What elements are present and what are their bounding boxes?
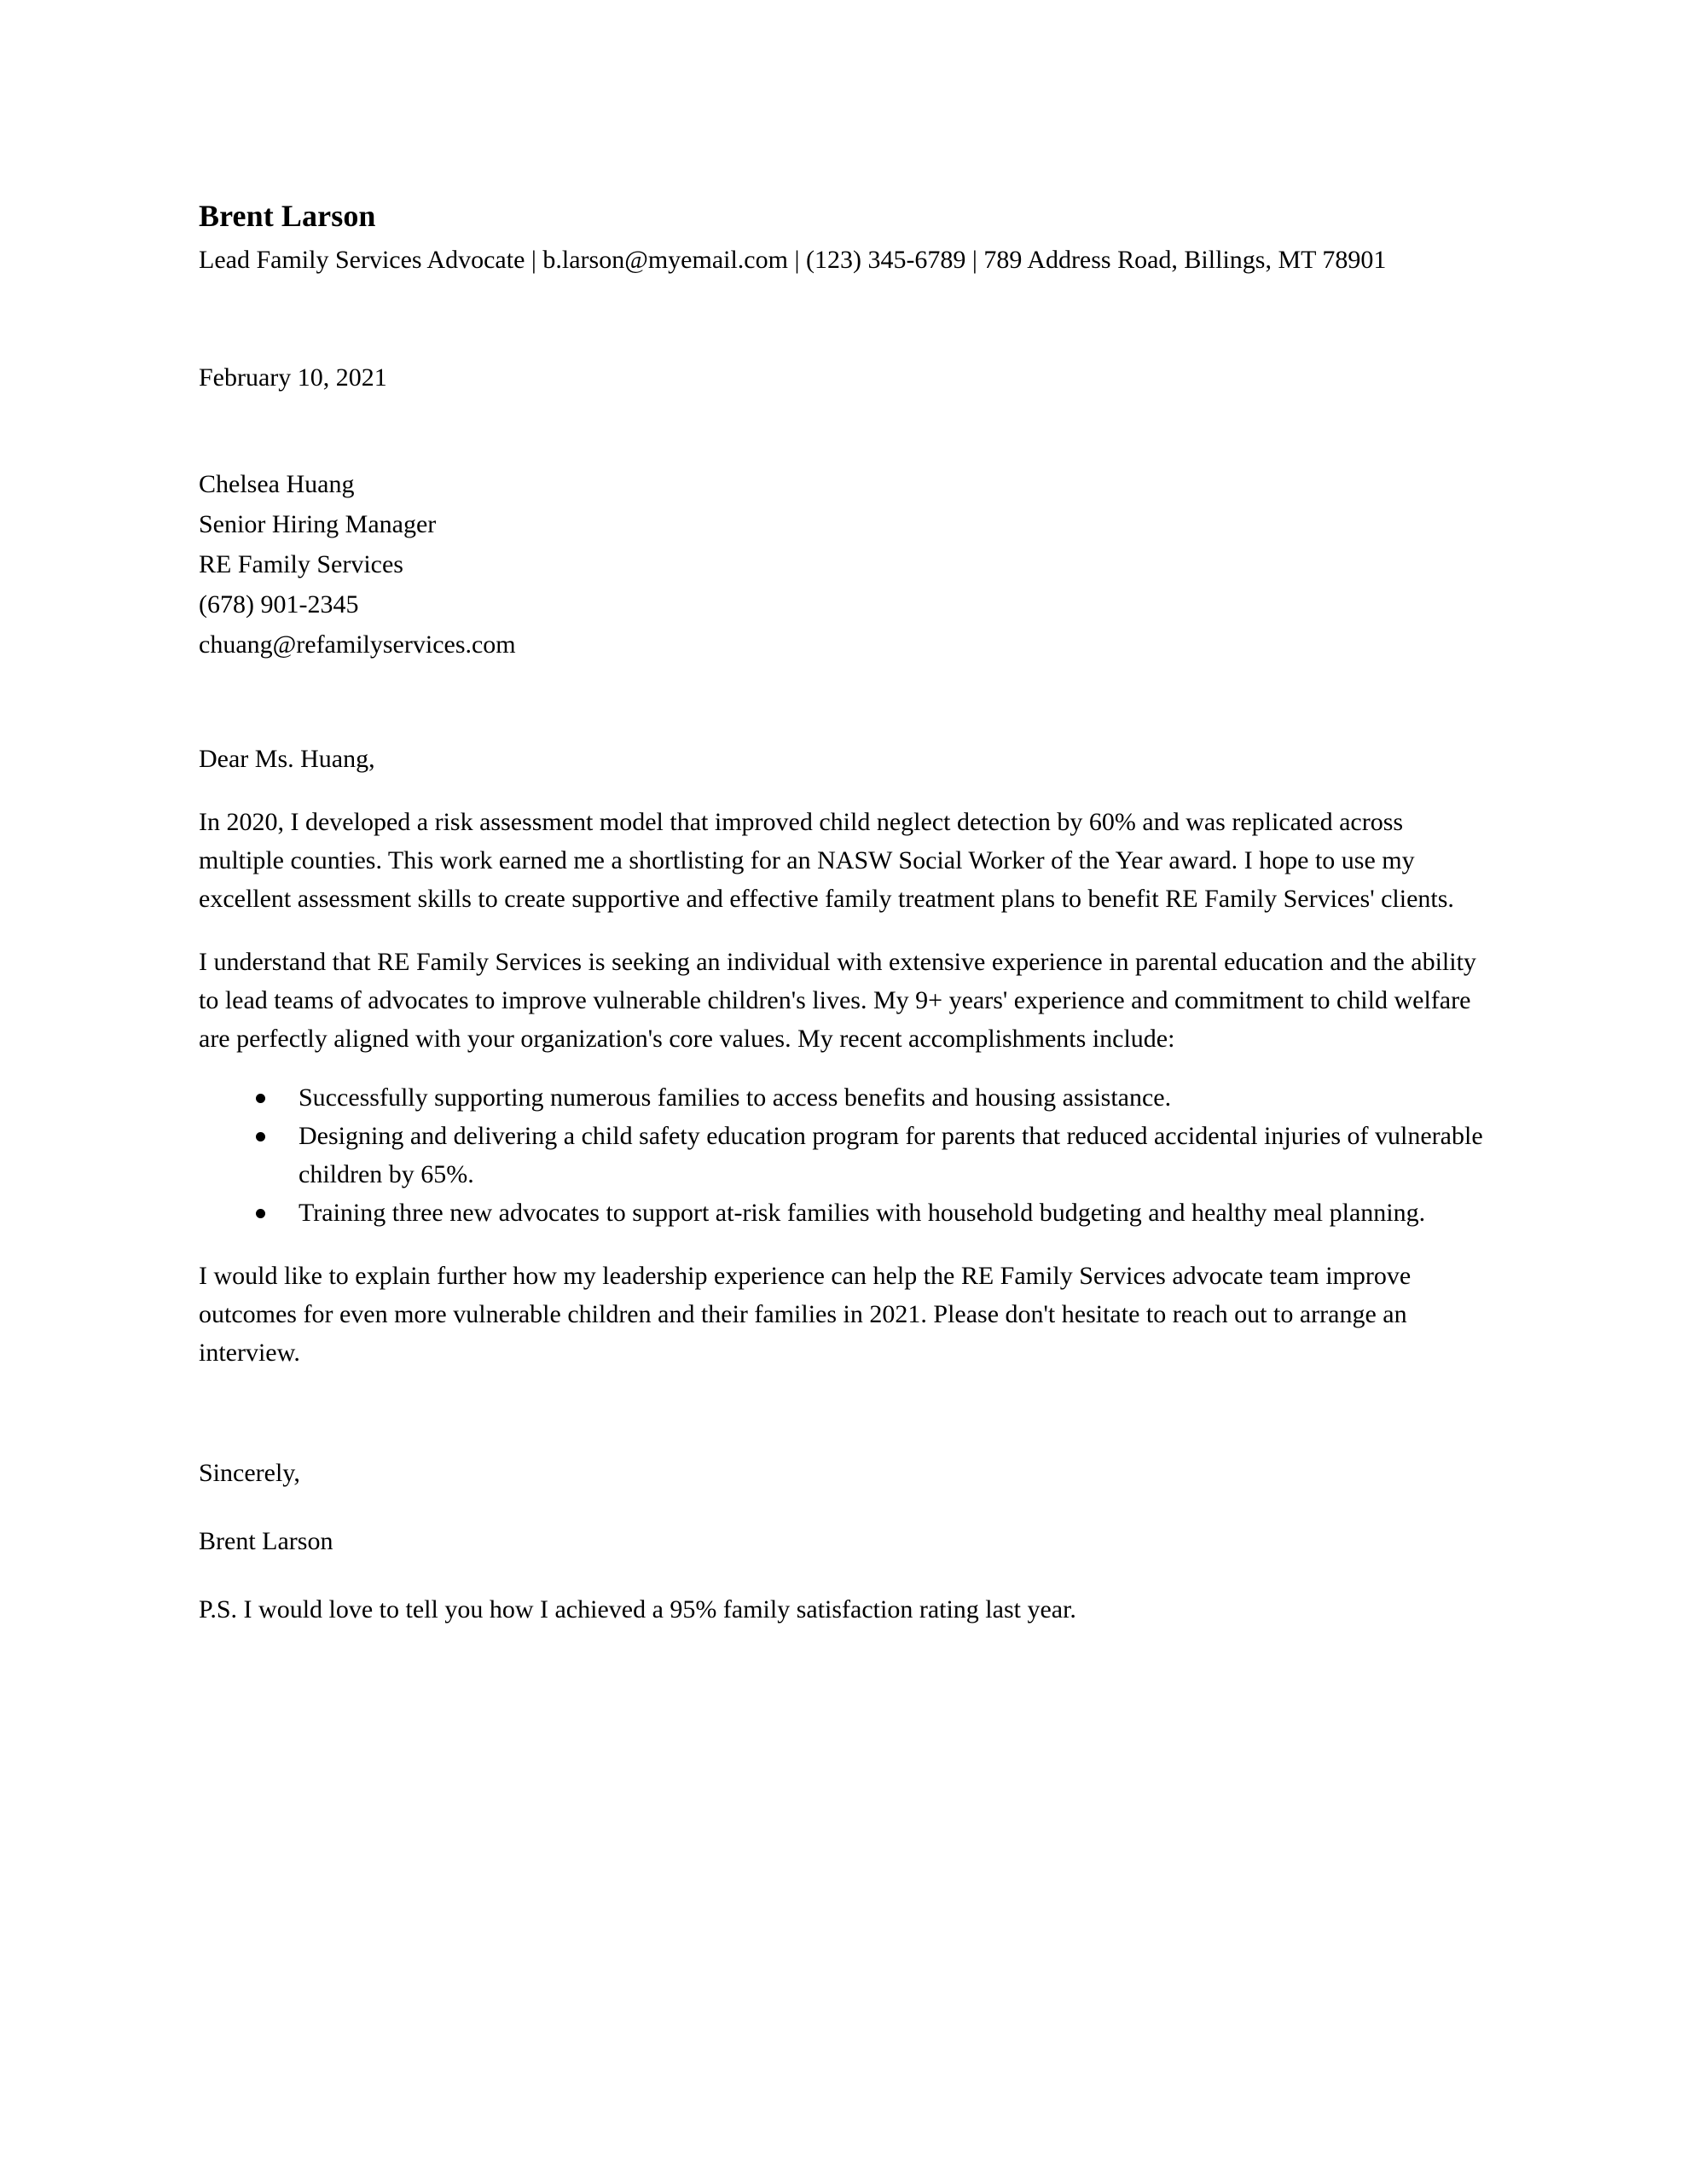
recipient-title: Senior Hiring Manager (199, 510, 437, 538)
recipient-phone: (678) 901-2345 (199, 590, 359, 619)
list-item (199, 1194, 1488, 1232)
recipient-name: Chelsea Huang (199, 470, 355, 498)
salutation: Dear Ms. Huang, (199, 745, 375, 773)
sign-off: Sincerely, (199, 1459, 300, 1487)
body-paragraph-1: In 2020, I developed a risk assessment model that improved child neglect detection by 60% and was replicated across multiple counties. This work earned me a shortlisting for an NASW Social Worker of the Year award. I hope to use my excellent assessment skills to create supportive and effective family treatment plans to benefit RE Family Services' clients. (199, 808, 1454, 913)
bullet-point-icon (256, 1132, 265, 1141)
sender-header (199, 196, 1488, 279)
sender-contact-line: Lead Family Services Advocate | b.larson@myemail.com | (123) 345-6789 | 789 Address Road, Billings, MT 78901 (199, 246, 1387, 274)
recipient-email: chuang@refamilyservices.com (199, 630, 516, 659)
closing-paragraph: I would like to explain further how my leadership experience can help the RE Family Services advocate team improve outcomes for even more vulnerable children and their families in 2021. Please don't hesitate to reach out to arrange an interview. (199, 1262, 1412, 1367)
recipient-block (199, 464, 1488, 665)
list-item-text: Successfully supporting numerous families to access benefits and housing assistance. (299, 1083, 1172, 1112)
recipient-company: RE Family Services (199, 550, 403, 578)
cover-letter-body (199, 196, 1488, 1629)
signature-name: Brent Larson (199, 1527, 333, 1555)
letter-date: February 10, 2021 (199, 363, 387, 392)
postscript: P.S. I would love to tell you how I achieved a 95% family satisfaction rating last year. (199, 1595, 1076, 1623)
list-item (199, 1117, 1488, 1194)
list-item (199, 1078, 1488, 1117)
accomplishments-list (199, 1078, 1488, 1232)
list-item-text: Designing and delivering a child safety education program for parents that reduced accidental injuries of vulnerable children by 65%. (299, 1122, 1483, 1188)
bullet-point-icon (256, 1094, 265, 1103)
bullet-point-icon (256, 1209, 265, 1218)
body-paragraph-2: I understand that RE Family Services is seeking an individual with extensive experience in parental education and the ability to lead teams of advocates to improve vulnerable children's lives. My 9+ years' experience and commitment to child welfare are perfectly aligned with your organization's core values. My recent accomplishments include: (199, 948, 1476, 1053)
list-item-text: Training three new advocates to support at-risk families with household budgeting and healthy meal planning. (299, 1199, 1426, 1227)
sender-name: Brent Larson (199, 199, 376, 233)
